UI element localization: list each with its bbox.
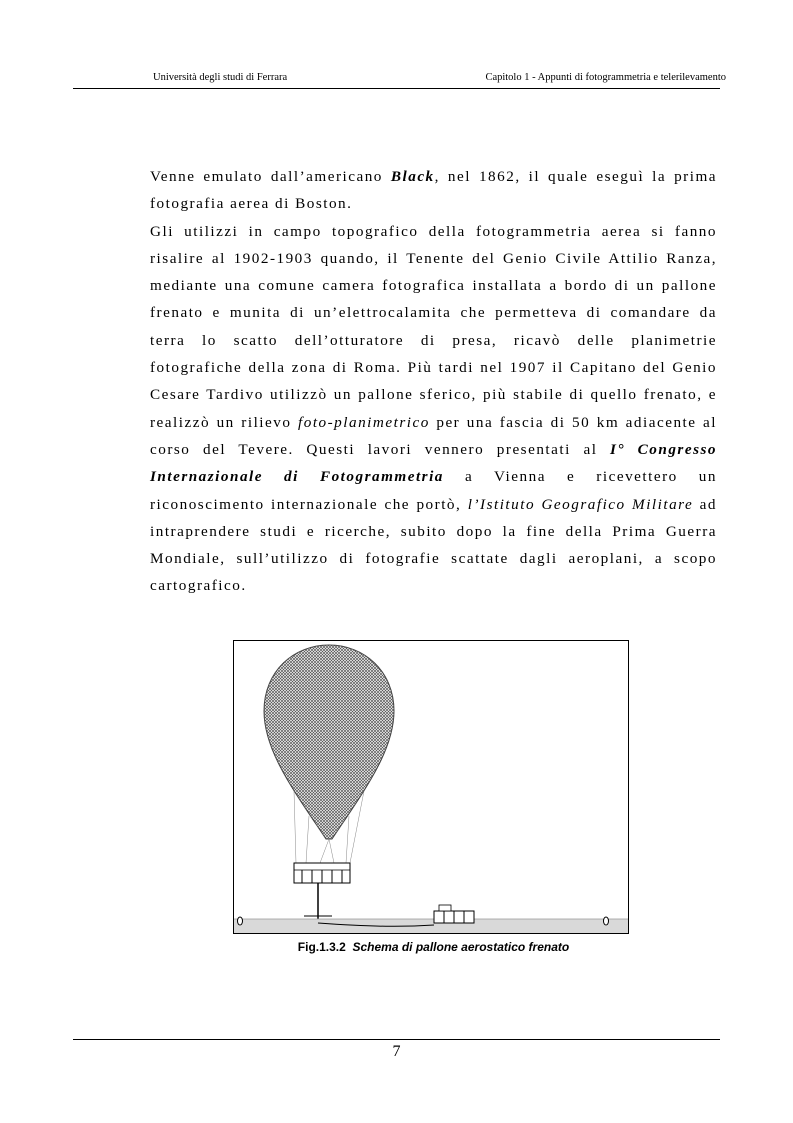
body-text (150, 163, 717, 600)
figure-caption (150, 940, 717, 954)
balloon-illustration (234, 641, 628, 933)
p2-text-e: a Vienna e ricevettero un riconoscimento internazionale che portò, (150, 468, 717, 513)
p1-text-a: Venne emulato dall’americano (150, 168, 391, 185)
p2-text-g: ad intraprendere studi e ricerche, subito dopo la fine della Prima Guerra Mondiale, sull’utilizzo di fotografie scattate dagli aeroplani, a scopo cartografico. (150, 495, 718, 595)
paragraph-2 (150, 218, 717, 600)
p1-name-black: Black (390, 168, 435, 185)
p2-congress-name: I° Congresso Internazionale di Fotogrammetria (150, 440, 717, 486)
caption-title: Schema di pallone aerostatico frenato (352, 940, 570, 954)
p2-term-fotoplanimetrico: foto-planimetrico (298, 413, 430, 431)
p2-text-c: per una fascia di 50 km adiacente al corso del Tevere. Questi lavori vennero presentati al (150, 413, 718, 458)
balloon-figure (233, 640, 629, 934)
stake-left (238, 917, 243, 925)
balloon-envelope (264, 645, 394, 839)
p2-text-a: Gli utilizzi in campo topografico della fotogrammetria aerea si fanno risalire al 1902-1903 quando, il Tenente del Genio Civile Attilio Ranza, mediante una comune camera fotografica installata a bordo di un pallone frenato e munita di un’elettrocalamita che permetteva di comandare da terra lo scatto dell’otturatore di presa, ricavò delle planimetrie fotografiche della zona di Roma. Più tardi nel 1907 il Capitano del Genio Cesare Tardivo utilizzò un pallone sferico, più stabile di quello frenato, e realizzò un rilievo (150, 222, 717, 431)
stake-right (604, 917, 609, 925)
gondola (294, 863, 350, 883)
footer-rule (73, 1039, 720, 1040)
header-university: Università degli studi di Ferrara (153, 72, 288, 83)
page-number: 7 (392, 1043, 401, 1060)
p1-text-c: , nel 1862, il quale eseguì la prima fotografia aerea di Boston. (150, 168, 717, 213)
page-header (73, 70, 726, 89)
winch-cart (434, 905, 474, 923)
ground (234, 919, 628, 933)
header-chapter: Capitolo 1 - Appunti di fotogrammetria e telerilevamento (485, 72, 726, 83)
caption-label: Fig.1.3.2 (297, 940, 346, 954)
paragraph-1 (150, 163, 717, 218)
p2-institute-name: l’Istituto Geografico Militare (467, 495, 694, 513)
